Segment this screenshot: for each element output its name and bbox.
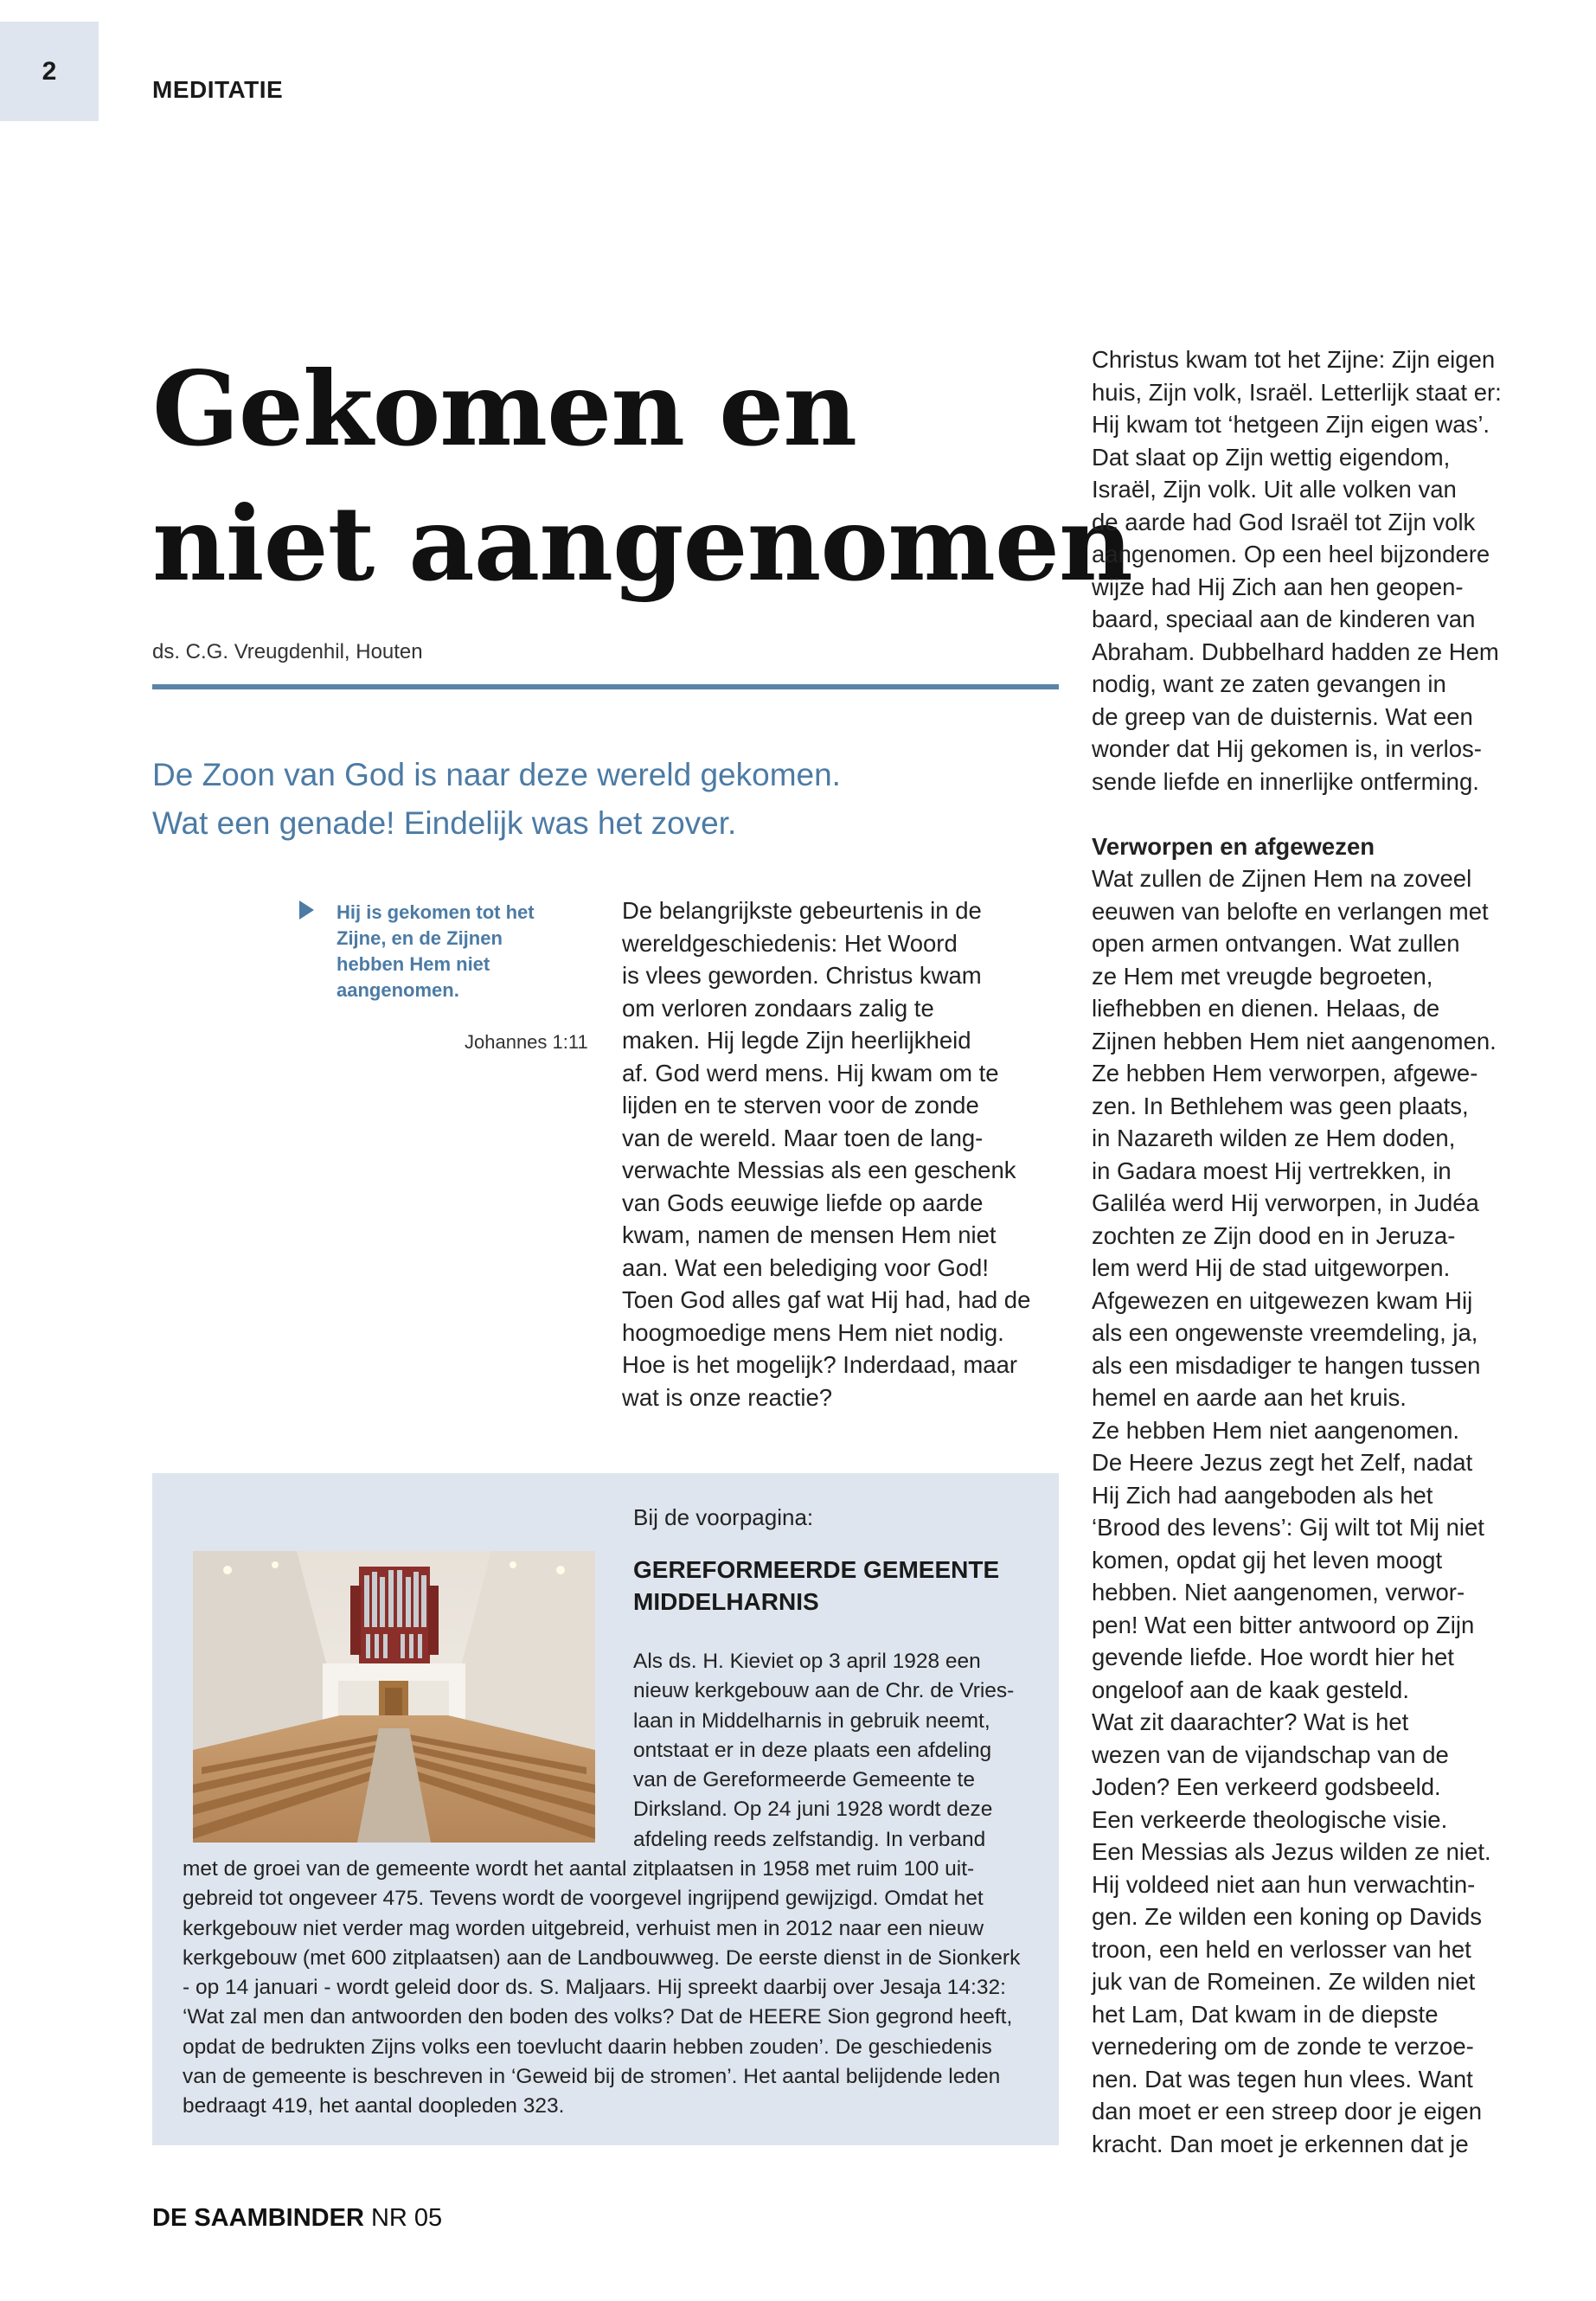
body-line: gen. Ze wilden een koning op Davids [1092,1903,1482,1930]
title-divider [152,684,1059,689]
box-text-line: bedraagt 419, het aantal doopleden 323. [183,2094,565,2118]
body-line: ‘Brood des levens’: Gij wilt tot Mij niet [1092,1514,1484,1541]
body-column-middle [622,894,1072,1413]
body-line: ongeloof aan de kaak gesteld. [1092,1676,1409,1703]
body-line: af. God werd mens. Hij kwam om te [622,1059,999,1086]
body-line: is vlees geworden. Christus kwam [622,962,982,989]
section-label: MEDITATIE [152,76,284,103]
box-text-full-width [183,1855,1030,2122]
intro-line: Wat een genade! Eindelijk was het zover. [152,805,737,841]
body-line: als een ongewenste vreemdeling, ja, [1092,1319,1478,1346]
body-line: Dat slaat op Zijn wettig eigendom, [1092,443,1451,471]
body-line: Zijnen hebben Hem niet aangenomen. [1092,1027,1497,1054]
body-line: sende liefde en innerlijke ontferming. [1092,767,1479,795]
body-line: Hij voldeed niet aan hun verwachtin- [1092,1870,1476,1898]
body-line: van de wereld. Maar toen de lang- [622,1124,984,1151]
body-line: Een verkeerde theologische visie. [1092,1805,1448,1833]
body-line: Galiléa werd Hij verworpen, in Judéa [1092,1189,1479,1216]
box-heading-line: GEREFORMEERDE GEMEENTE [633,1556,1000,1583]
body-line: gevende liefde. Hoe wordt hier het [1092,1644,1454,1670]
body-line: liefhebben en dienen. Helaas, de [1092,995,1440,1022]
body-line: om verloren zondaars zalig te [622,994,934,1022]
body-line: wonder dat Hij gekomen is, in verlos- [1092,735,1482,762]
body-line: dan moet er een streep door je eigen [1092,2098,1482,2125]
box-text-line: opdat de bedrukten Zijns volks een toevlucht daarin hebben zouden’. De geschiedenis [183,2035,992,2059]
box-text-line: Als ds. H. Kieviet op 3 april 1928 een [633,1650,981,1673]
box-text-line: afdeling reeds zelfstandig. In verband [633,1827,986,1851]
issue-number: NR 05 [370,2204,443,2232]
box-text-line: met de groei van de gemeente wordt het aantal zitplaatsen in 1958 met ruim 100 uit- [183,1857,975,1881]
body-line: nen. Dat was tegen hun vlees. Want [1092,2065,1473,2093]
body-line: wat is onze reactie? [622,1383,833,1411]
box-text-line: ontstaat er in deze plaats een afdeling [633,1738,992,1762]
body-line: de aarde had God Israël tot Zijn volk [1092,508,1476,535]
box-text-line: kerkgebouw niet verder mag worden uitgebreid, verhuist men in 2012 naar een nieuw [183,1916,984,1940]
body-line: wijze had Hij Zich aan hen geopen- [1092,573,1464,600]
body-line: zen. In Bethlehem was geen plaats, [1092,1092,1469,1119]
body-line: hoogmoedige mens Hem niet nodig. [622,1318,1004,1346]
church-interior-illustration [193,1551,595,1843]
body-column-right [1092,343,1593,2160]
body-line: Abraham. Dubbelhard hadden ze Hem [1092,638,1499,665]
intro-lead [152,751,1069,848]
box-text-line: kerkgebouw (met 600 zitplaatsen) aan de Landbouwweg. De eerste dienst in de Sionkerk [183,1945,1021,1970]
intro-line: De Zoon van God is naar deze wereld gekomen. [152,757,841,792]
paragraph-gap [1092,798,1593,830]
body-line: nodig, want ze zaten gevangen in [1092,670,1446,697]
box-text-line: Dirksland. Op 24 juni 1928 wordt deze [633,1798,993,1822]
body-line: Ze hebben Hem niet aangenomen. [1092,1416,1460,1444]
body-line: Ze hebben Hem verworpen, afgewe- [1092,1060,1478,1086]
body-line: Joden? Een verkeerd godsbeeld. [1092,1773,1441,1800]
bible-quote-line: aangenomen. [337,979,459,1001]
body-line: kracht. Dan moet je erkennen dat je [1092,2130,1469,2157]
body-line: komen, opdat gij het leven moogt [1092,1546,1443,1574]
article-title-line: niet aangenomen [152,484,1132,604]
body-line: Wat zit daarachter? Wat is het [1092,1708,1409,1735]
body-line: Wat zullen de Zijnen Hem na zoveel [1092,865,1472,892]
bible-quote-line: Zijne, en de Zijnen [337,927,503,949]
body-line: De Heere Jezus zegt het Zelf, nadat [1092,1449,1473,1476]
box-text-line: nieuw kerkgebouw aan de Chr. de Vries- [633,1679,1015,1703]
bible-quote [337,900,596,1003]
body-line: huis, Zijn volk, Israël. Letterlijk staat er: [1092,378,1502,406]
box-heading-line: MIDDELHARNIS [633,1588,819,1615]
body-line: Hij kwam tot ‘hetgeen Zijn eigen was’. [1092,411,1490,438]
body-line: hemel en aarde aan het kruis. [1092,1384,1407,1411]
body-line: De belangrijkste gebeurtenis in de [622,897,982,924]
body-line: Een Messias als Jezus wilden ze niet. [1092,1838,1491,1865]
body-line: maken. Hij legde Zijn heerlijkheid [622,1027,971,1054]
body-line: Hoe is het mogelijk? Inderdaad, maar [622,1351,1018,1378]
body-line: Toen God alles gaf wat Hij had, had de [622,1286,1031,1313]
body-line: in Nazareth wilden ze Hem doden, [1092,1125,1456,1151]
box-text-line: laan in Middelharnis in gebruik neemt, [633,1708,990,1733]
magazine-name: DE SAAMBINDER [152,2204,364,2232]
box-kicker: Bij de voorpagina: [633,1504,814,1530]
box-heading [633,1554,1048,1618]
box-text-line: van de Gereformeerde Gemeente te [633,1768,975,1792]
body-line: de greep van de duisternis. Wat een [1092,702,1473,730]
body-line: troon, een held en verlosser van het [1092,1935,1471,1963]
body-line: juk van de Romeinen. Ze wilden niet [1092,1968,1476,1995]
box-text-line: ‘Wat zal men dan antwoorden den boden des volks? Dat de HEERE Sion gegrond heeft, [183,2005,1013,2029]
body-line: in Gadara moest Hij vertrekken, in [1092,1157,1452,1184]
article-title [152,342,1132,612]
body-line: wereldgeschiedenis: Het Woord [622,929,958,957]
body-line: verwachte Messias als een geschenk [622,1157,1016,1183]
subheading: Verworpen en afgewezen [1092,832,1375,860]
body-line: Israël, Zijn volk. Uit alle volken van [1092,476,1457,503]
body-line: Hij Zich had aangeboden als het [1092,1481,1433,1509]
byline: ds. C.G. Vreugdenhil, Houten [152,640,423,663]
box-text-line: gebreid tot ongeveer 475. Tevens wordt de voorgevel ingrijpend gewijzigd. Omdat het [183,1887,984,1911]
box-text-beside-photo [633,1647,1028,1855]
body-line: aangenomen. Op een heel bijzondere [1092,541,1490,567]
body-line: ze Hem met vreugde begroeten, [1092,962,1433,990]
box-text-line: - op 14 januari - wordt geleid door ds. S. Maljaars. Hij spreekt daarbij over Jesaja 14:32: [183,1976,1006,2000]
body-line: lem werd Hij de stad uitgeworpen. [1092,1254,1451,1281]
body-line: zochten ze Zijn dood en in Jeruza- [1092,1221,1456,1249]
page-number: 2 [0,22,99,121]
box-text-line: van de gemeente is beschreven in ‘Geweid bij de stromen’. Het aantal belijdende leden [183,2065,1001,2089]
body-line: Afgewezen en uitgewezen kwam Hij [1092,1286,1473,1314]
bible-reference: Johannes 1:11 [465,1031,588,1053]
bible-quote-line: hebben Hem niet [337,953,490,975]
body-line: aan. Wat een belediging voor God! [622,1253,989,1281]
footer [152,2204,442,2233]
body-line: Christus kwam tot het Zijne: Zijn eigen [1092,346,1496,373]
body-line: lijden en te sterven voor de zonde [622,1092,979,1118]
article-title-line: Gekomen en [152,349,856,469]
church-interior-photo [193,1551,595,1843]
body-line: open armen ontvangen. Wat zullen [1092,930,1460,957]
bible-quote-line: Hij is gekomen tot het [337,901,535,923]
triangle-right-icon [299,901,314,920]
body-line: kwam, namen de mensen Hem niet [622,1221,997,1248]
body-line: als een misdadiger te hangen tussen [1092,1351,1481,1379]
body-line: het Lam, Dat kwam in de diepste [1092,2000,1439,2028]
body-line: van Gods eeuwige liefde op aarde [622,1189,984,1216]
body-line: eeuwen van belofte en verlangen met [1092,897,1489,925]
body-line: hebben. Niet aangenomen, verwor- [1092,1579,1465,1606]
body-line: baard, speciaal aan de kinderen van [1092,606,1476,632]
body-line: pen! Wat een bitter antwoord op Zijn [1092,1611,1475,1638]
body-line: vernedering om de zonde te verzoe- [1092,2033,1474,2060]
body-line: wezen van de vijandschap van de [1092,1740,1449,1768]
